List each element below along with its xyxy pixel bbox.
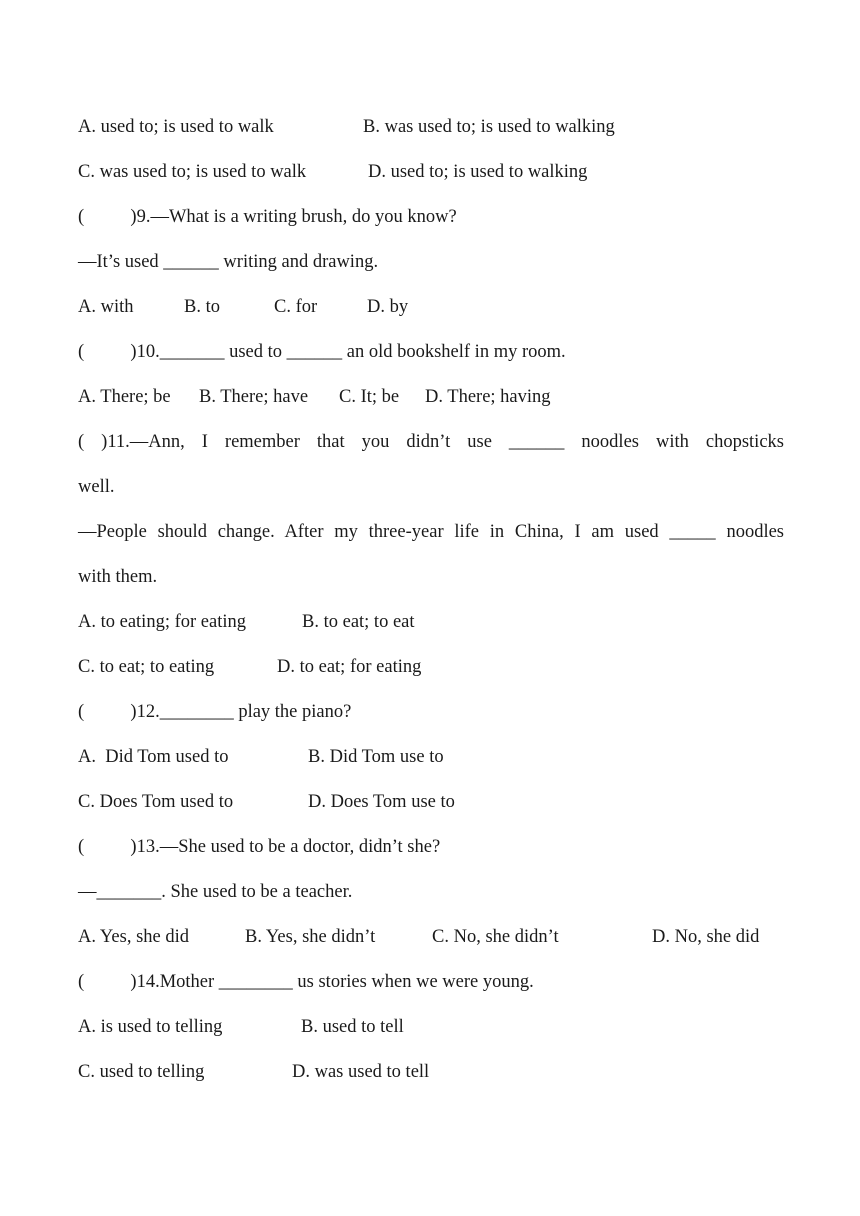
- question-9: [78, 205, 784, 229]
- q12-options-row-1: [78, 745, 784, 769]
- question-14: [78, 970, 784, 994]
- question-13-reply: [78, 880, 784, 904]
- option-c: C. No, she didn’t: [432, 927, 559, 947]
- option-c: C. to eat; to eating: [78, 657, 215, 677]
- q13-options-row: [78, 925, 784, 949]
- option-b: B. to eat; to eat: [302, 612, 415, 632]
- option-d: D. There; having: [425, 387, 551, 407]
- option-a: A. with: [78, 297, 134, 317]
- q8-options-row-2: [78, 160, 784, 184]
- option-d: D. Does Tom use to: [308, 792, 455, 812]
- option-c: C. for: [274, 297, 318, 317]
- q8-options-row-1: [78, 115, 784, 139]
- question-text: ( )14.Mother ________ us stories when we were young.: [78, 972, 534, 992]
- option-c: C. Does Tom used to: [78, 792, 234, 812]
- reply-text: —_______. She used to be a teacher.: [78, 882, 353, 902]
- option-b: B. Did Tom use to: [308, 747, 444, 767]
- question-10: [78, 340, 784, 364]
- option-d: D. to eat; for eating: [277, 657, 422, 677]
- option-d: D. No, she did: [652, 927, 760, 947]
- option-a: A. to eating; for eating: [78, 612, 246, 632]
- q14-options-row-2: [78, 1060, 784, 1084]
- option-c: C. was used to; is used to walk: [78, 162, 307, 182]
- q10-options-row: [78, 385, 784, 409]
- option-a: A. used to; is used to walk: [78, 117, 274, 137]
- question-13: [78, 835, 784, 859]
- q9-options-row: [78, 295, 784, 319]
- option-a: A. Yes, she did: [78, 927, 190, 947]
- question-text: well.: [78, 477, 115, 497]
- question-11: ( )11.—Ann, I remember that you didn’t use ______ noodles with chopsticks: [78, 432, 784, 452]
- option-b: B. Yes, she didn’t: [245, 927, 376, 947]
- option-c: C. It; be: [339, 387, 400, 407]
- option-d: D. was used to tell: [292, 1062, 430, 1082]
- option-b: B. was used to; is used to walking: [363, 117, 615, 137]
- question-11-reply: —People should change. After my three-year life in China, I am used _____ noodles: [78, 522, 784, 542]
- reply-text: with them.: [78, 567, 158, 587]
- q11-options-row-2: [78, 655, 784, 679]
- option-c: C. used to telling: [78, 1062, 205, 1082]
- question-11-reply-continued: [78, 565, 784, 589]
- option-b: B. to: [184, 297, 220, 317]
- question-text: ( )12.________ play the piano?: [78, 702, 352, 722]
- option-a: A. There; be: [78, 387, 171, 407]
- option-a: A. Did Tom used to: [78, 747, 229, 767]
- q11-options-row-1: [78, 610, 784, 634]
- option-d: D. by: [367, 297, 409, 317]
- question-9-reply: [78, 250, 784, 274]
- question-11-continued: [78, 475, 784, 499]
- option-a: A. is used to telling: [78, 1017, 223, 1037]
- question-text: ( )9.—What is a writing brush, do you know?: [78, 207, 457, 227]
- option-d: D. used to; is used to walking: [368, 162, 588, 182]
- q12-options-row-2: [78, 790, 784, 814]
- question-text: ( )10._______ used to ______ an old bookshelf in my room.: [78, 342, 566, 362]
- question-12: [78, 700, 784, 724]
- option-b: B. used to tell: [301, 1017, 404, 1037]
- question-text: ( )13.—She used to be a doctor, didn’t she?: [78, 837, 441, 857]
- q14-options-row-1: [78, 1015, 784, 1039]
- reply-text: —It’s used ______ writing and drawing.: [78, 252, 379, 272]
- option-b: B. There; have: [199, 387, 309, 407]
